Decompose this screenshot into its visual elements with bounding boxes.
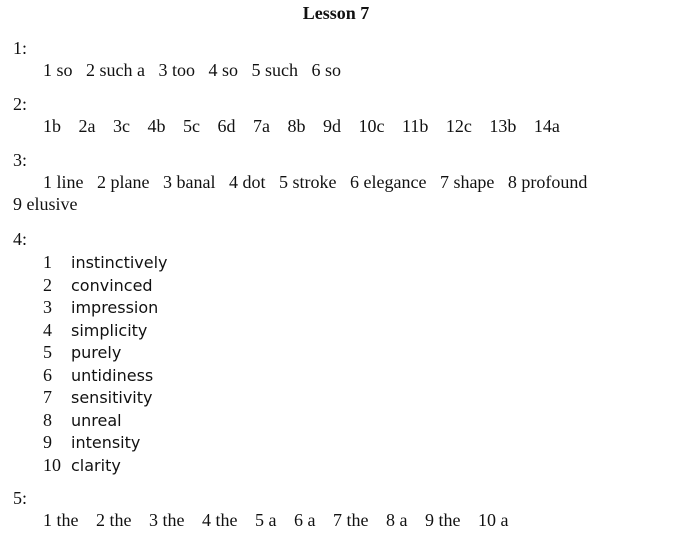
item-word: convinced (71, 275, 153, 295)
answer: 6 a (294, 510, 316, 530)
answer: 1 the (43, 510, 79, 530)
item-word: simplicity (71, 320, 148, 340)
answer: 1 so (43, 60, 73, 80)
item-number: 1 (43, 252, 52, 272)
item-number: 4 (43, 319, 52, 340)
section-4-label: 4: (13, 229, 28, 249)
item-number: 6 (43, 364, 52, 385)
list-item (43, 319, 168, 342)
page-title: Lesson 7 (302, 3, 370, 23)
item-word: clarity (71, 455, 121, 475)
section-2-answers (43, 116, 573, 137)
list-item (43, 341, 168, 364)
list-item (43, 431, 168, 454)
item-number: 8 (43, 409, 52, 430)
section-1-label: 1: (13, 38, 28, 58)
answer: 2 such a (86, 60, 145, 80)
answer: 7a (253, 116, 270, 136)
item-word: intensity (71, 433, 141, 452)
section-3-overflow-answer: 9 elusive (13, 194, 78, 214)
answer: 8 a (386, 510, 408, 530)
item-number: 7 (43, 387, 52, 407)
answer: 7 shape (439, 172, 495, 192)
list-item (43, 274, 168, 297)
answer: 3 banal (162, 172, 216, 192)
answer: 2a (78, 116, 96, 136)
answer: 5 stroke (278, 172, 337, 192)
section-3-label: 3: (13, 150, 28, 170)
answer: 5c (183, 116, 200, 136)
list-item (43, 454, 168, 477)
section-3-answers (43, 172, 596, 193)
answer: 4 so (208, 60, 239, 80)
list-item (43, 296, 168, 319)
item-number: 9 (43, 432, 52, 452)
answer: 12c (445, 116, 472, 136)
answer: 3 too (158, 60, 196, 80)
item-word: impression (71, 298, 159, 317)
answer: 3 the (149, 510, 185, 530)
item-word: unreal (71, 410, 122, 430)
item-word: instinctively (71, 253, 168, 272)
answer: 9 the (425, 510, 461, 530)
answer: 1 line (43, 172, 84, 192)
answer: 9d (323, 116, 341, 136)
answer: 1b (43, 116, 61, 136)
answer: 5 such (251, 60, 299, 80)
answer: 10c (358, 116, 385, 136)
answer: 11b (402, 116, 429, 136)
section-4-word-list (43, 251, 168, 476)
item-word: untidiness (71, 365, 154, 385)
answer: 13b (489, 116, 517, 136)
item-word: sensitivity (71, 388, 153, 407)
answer: 8b (287, 116, 306, 136)
answer: 4 dot (228, 172, 266, 192)
answer: 10 a (478, 510, 509, 530)
section-5-answers (43, 510, 522, 531)
item-number: 10 (43, 454, 61, 475)
answer: 6d (217, 116, 236, 136)
list-item (43, 409, 168, 432)
answer: 2 plane (97, 172, 150, 192)
answer: 4 the (202, 510, 238, 530)
item-number: 3 (43, 297, 52, 317)
item-number: 5 (43, 342, 52, 362)
item-number: 2 (43, 274, 52, 295)
answer: 8 profound (507, 172, 588, 192)
list-item (43, 364, 168, 387)
section-1-answers (43, 60, 350, 81)
answer: 6 elegance (349, 172, 427, 192)
list-item (43, 251, 168, 274)
answer: 5 a (255, 510, 277, 530)
answer: 6 so (311, 60, 342, 80)
answer: 4b (147, 116, 166, 136)
item-word: purely (71, 343, 122, 362)
answer: 2 the (96, 510, 132, 530)
section-5-label: 5: (13, 488, 28, 508)
list-item (43, 386, 168, 409)
answer: 3c (113, 116, 130, 136)
answer: 7 the (333, 510, 369, 530)
answer: 14a (533, 116, 560, 136)
section-2-label: 2: (13, 94, 28, 114)
